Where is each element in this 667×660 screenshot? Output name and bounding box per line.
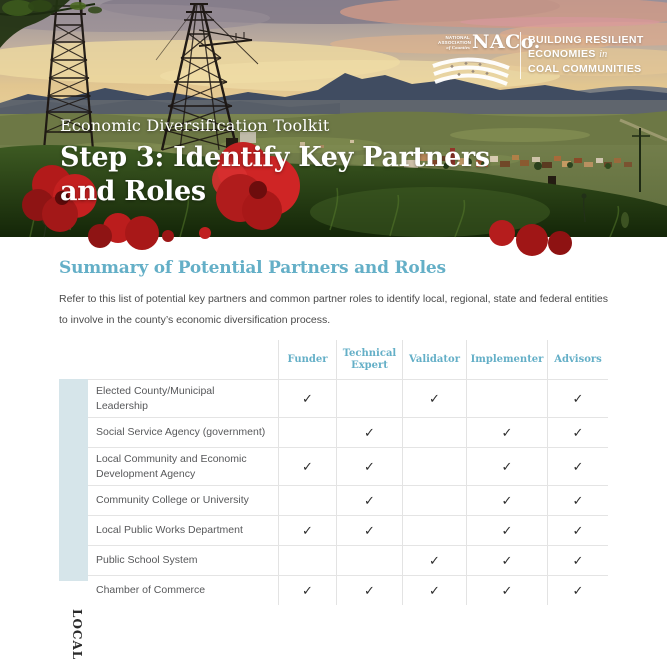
check-icon: ✓ — [402, 380, 466, 417]
check-icon: ✓ — [336, 576, 402, 605]
column-header: Advisors — [547, 340, 608, 379]
check-icon: ✓ — [278, 576, 336, 605]
table-header-row — [59, 340, 608, 379]
naco-wave-icon — [432, 56, 512, 84]
partners-table-body — [59, 379, 608, 605]
naco-logo — [430, 30, 644, 82]
check-icon: ✓ — [547, 546, 608, 575]
check-cell-empty — [402, 418, 466, 447]
partner-row — [59, 379, 608, 417]
check-cell-empty — [278, 418, 336, 447]
naco-logo-mark — [430, 30, 541, 82]
partner-row — [59, 575, 608, 605]
check-icon: ✓ — [547, 418, 608, 447]
column-header: Technical Expert — [336, 340, 402, 379]
check-icon: ✓ — [402, 576, 466, 605]
check-icon: ✓ — [466, 546, 547, 575]
toolkit-eyebrow: Economic Diversification Toolkit — [60, 116, 330, 135]
check-icon: ✓ — [547, 380, 608, 417]
column-header: Implementer — [466, 340, 547, 379]
check-icon: ✓ — [547, 486, 608, 515]
check-cell-empty — [402, 448, 466, 485]
check-cell-empty — [278, 486, 336, 515]
check-icon: ✓ — [336, 418, 402, 447]
column-header: Validator — [402, 340, 466, 379]
check-cell-empty — [466, 380, 547, 417]
partners-table — [59, 340, 608, 660]
partner-name-cell: Chamber of Commerce — [96, 584, 206, 597]
partner-name-cell: Elected County/Municipal Leadership — [96, 385, 215, 412]
partner-row — [59, 515, 608, 545]
logo-tagline: BUILDING RESILIENT ECONOMIES in COAL COMMUNITIES — [528, 34, 644, 75]
partner-row — [59, 545, 608, 575]
check-cell-empty — [336, 380, 402, 417]
partner-row — [59, 417, 608, 447]
check-cell-empty — [402, 486, 466, 515]
partner-name-cell: Local Public Works Department — [96, 524, 243, 537]
check-cell-empty — [402, 516, 466, 545]
page-title: Step 3: Identify Key Partners and Roles — [60, 142, 490, 207]
check-icon: ✓ — [336, 486, 402, 515]
partner-name-cell: Social Service Agency (government) — [96, 426, 266, 439]
section-bar — [59, 379, 88, 660]
check-icon: ✓ — [466, 418, 547, 447]
check-icon: ✓ — [547, 516, 608, 545]
column-header: Funder — [278, 340, 336, 379]
partner-name-cell: Public School System — [96, 554, 198, 567]
check-icon: ✓ — [466, 576, 547, 605]
summary-heading: Summary of Potential Partners and Roles — [59, 258, 446, 278]
section-label: LOCAL — [70, 609, 84, 660]
check-icon: ✓ — [336, 448, 402, 485]
partner-row — [59, 485, 608, 515]
check-icon: ✓ — [466, 516, 547, 545]
partner-name-column-header — [59, 340, 278, 379]
check-icon: ✓ — [402, 546, 466, 575]
page-content — [0, 237, 667, 660]
check-cell-empty — [278, 546, 336, 575]
check-icon: ✓ — [466, 486, 547, 515]
check-icon: ✓ — [278, 380, 336, 417]
partner-row — [59, 447, 608, 485]
check-icon: ✓ — [547, 576, 608, 605]
naco-wordmark: NACo. — [472, 31, 541, 53]
partner-name-cell: Local Community and Economic Development Agency — [96, 453, 247, 480]
hero-banner — [0, 0, 667, 237]
check-icon: ✓ — [278, 516, 336, 545]
naco-org-small-text: NATIONAL ASSOCIATION of Counties — [438, 35, 472, 50]
check-icon: ✓ — [466, 448, 547, 485]
check-icon: ✓ — [336, 516, 402, 545]
check-icon: ✓ — [547, 448, 608, 485]
check-icon: ✓ — [278, 448, 336, 485]
summary-paragraph: Refer to this list of potential key partners and common partner roles to identify local, regional, state and federal entities to involve in the county’s economic diversification process. — [59, 293, 608, 326]
check-cell-empty — [336, 546, 402, 575]
partner-name-cell: Community College or University — [96, 494, 249, 507]
